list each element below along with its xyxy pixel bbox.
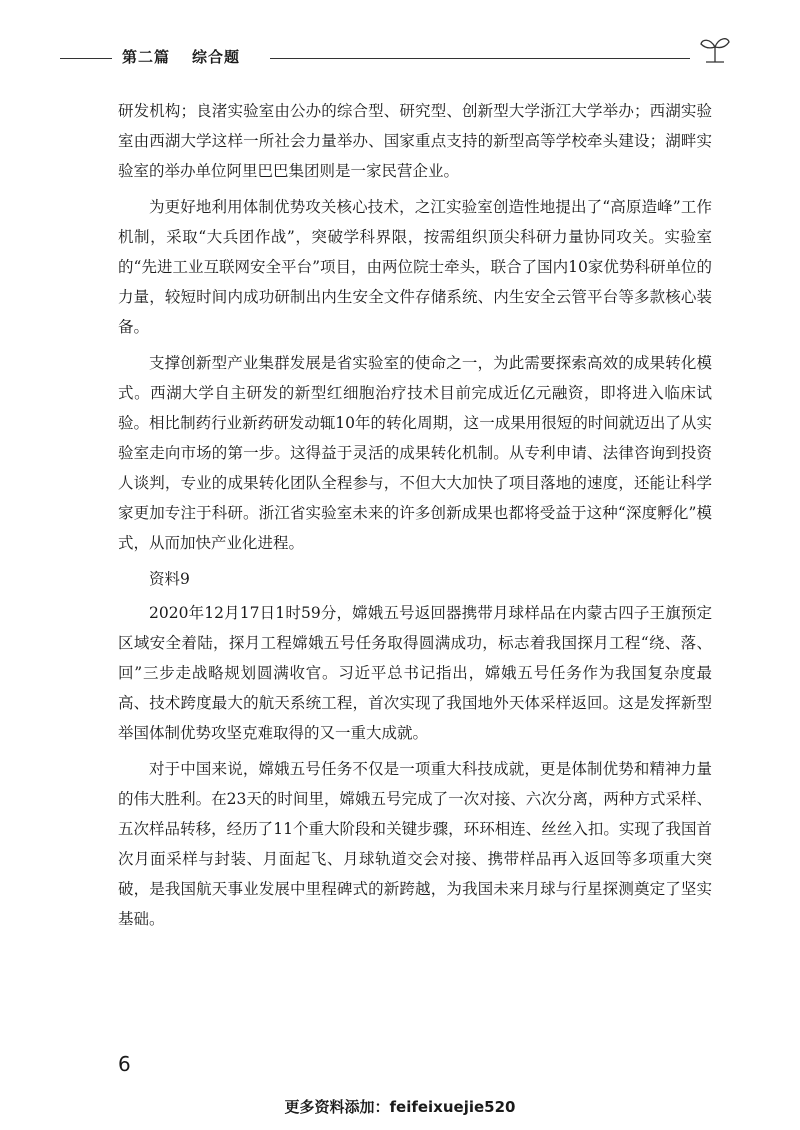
page-body: [118, 96, 712, 940]
header-rule-right: [270, 58, 690, 59]
sprout-icon: [698, 34, 732, 64]
page-number: 6: [118, 1052, 131, 1076]
footer-note: 更多资料添加：feifeixuejie520: [284, 1098, 516, 1116]
header-section: 综合题: [192, 48, 241, 66]
paragraph-2: 为更好地利用体制优势攻关核心技术，之江实验室创造性地提出了“高原造峰”工作机制，采取“大兵团作战”，突破学科界限，按需组织顶尖科研力量协同攻关。实验室的“先进工业互联网安全平台”项目，由两位院士牵头，联合了国内10家优势科研单位的力量，较短时间内成功研制出内生安全文件存储系统、内生安全云管平台等多款核心装备。: [118, 198, 712, 336]
header-title: [122, 46, 240, 67]
paragraph-3: 支撑创新型产业集群发展是省实验室的使命之一，为此需要探索高效的成果转化模式。西湖大学自主研发的新型红细胞治疗技术目前完成近亿元融资，即将进入临床试验。相比制药行业新药研发动辄10年的转化周期，这一成果用很短的时间就迈出了从实验室走向市场的第一步。这得益于灵活的成果转化机制。从专利申请、法律咨询到投资人谈判，专业的成果转化团队全程参与，不但大大加快了项目落地的速度，还能让科学家更加专注于科研。浙江省实验室未来的许多创新成果也都将受益于这种“深度孵化”模式，从而加快产业化进程。: [118, 354, 712, 552]
material-heading: 资料9: [149, 570, 190, 588]
paragraph-5: 对于中国来说，嫦娥五号任务不仅是一项重大科技成就，更是体制优势和精神力量的伟大胜利。在23天的时间里，嫦娥五号完成了一次对接、六次分离，两种方式采样、五次样品转移，经历了11个重大阶段和关键步骤，环环相连、丝丝入扣。实现了我国首次月面采样与封装、月面起飞、月球轨道交会对接、携带样品再入返回等多项重大突破，是我国航天事业发展中里程碑式的新跨越，为我国未来月球与行星探测奠定了坚实基础。: [118, 760, 712, 928]
header-rule-left: [60, 58, 112, 59]
running-header: [60, 40, 740, 76]
paragraph-1: 研发机构；良渚实验室由公办的综合型、研究型、创新型大学浙江大学举办；西湖实验室由西湖大学这样一所社会力量举办、国家重点支持的新型高等学校牵头建设；湖畔实验室的举办单位阿里巴巴集团则是一家民营企业。: [118, 102, 712, 180]
header-part: 第二篇: [122, 48, 171, 66]
paragraph-4: 2020年12月17日1时59分，嫦娥五号返回器携带月球样品在内蒙古四子王旗预定区域安全着陆，探月工程嫦娥五号任务取得圆满成功，标志着我国探月工程“绕、落、回”三步走战略规划圆满收官。习近平总书记指出，嫦娥五号任务作为我国复杂度最高、技术跨度最大的航天系统工程，首次实现了我国地外天体采样返回。这是发挥新型举国体制优势攻坚克难取得的又一重大成就。: [118, 604, 712, 742]
